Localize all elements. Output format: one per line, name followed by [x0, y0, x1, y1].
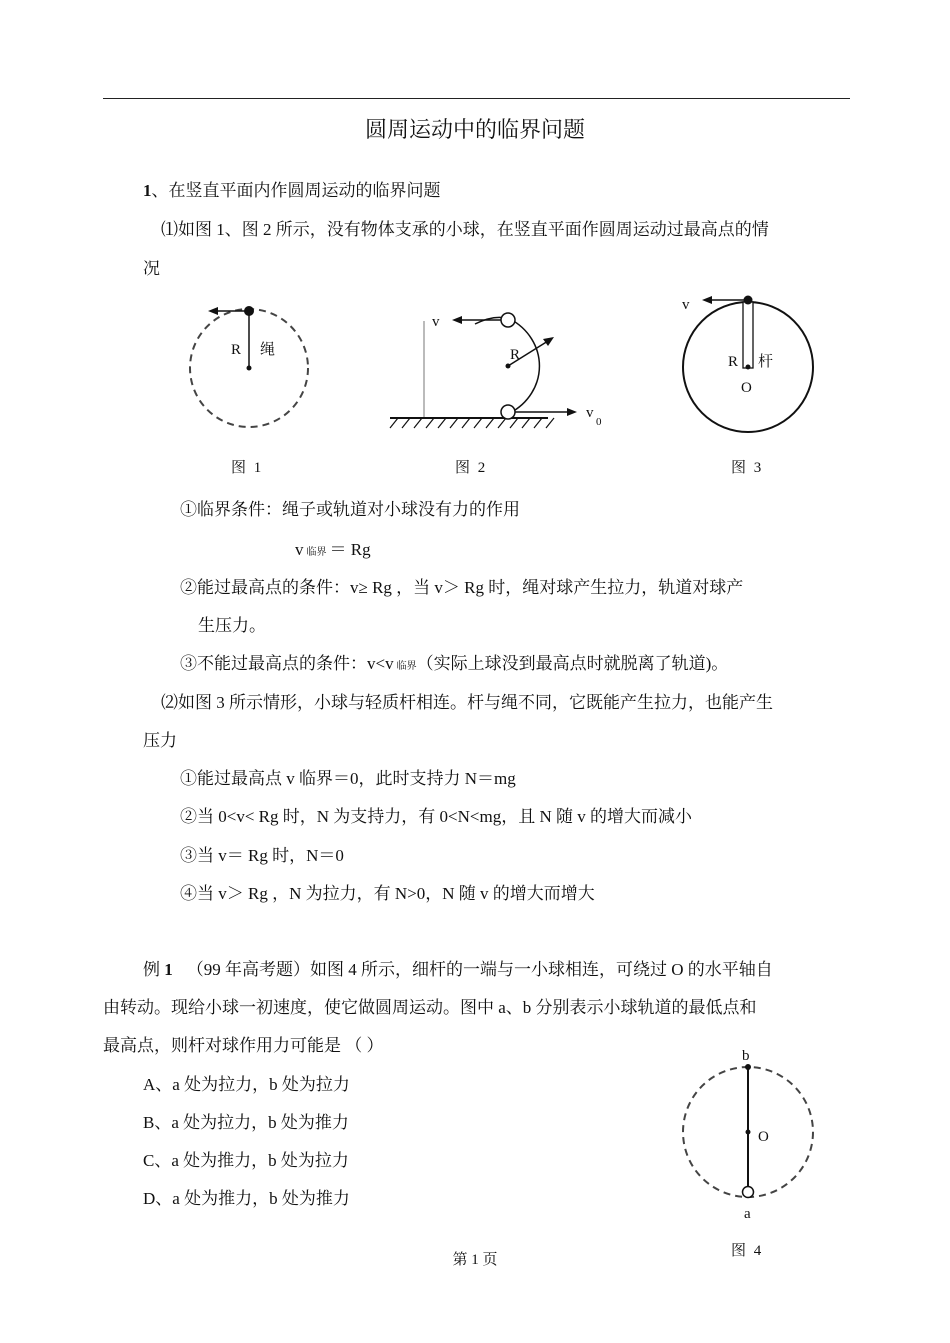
example-number: 1 — [164, 960, 173, 979]
formula-critical — [295, 535, 371, 560]
fig3-label-o: O — [741, 380, 752, 396]
header-rule — [103, 98, 850, 99]
section-heading — [143, 176, 441, 201]
fig4-label-o: O — [758, 1129, 769, 1145]
fig4-label-a: a — [744, 1206, 751, 1222]
figure-1-caption: 图 1 — [231, 460, 264, 476]
option-b: B、a 处为拉力，b 处为推力 — [143, 1113, 349, 1132]
figure-1-diagram — [180, 295, 320, 445]
p2-item-2: ②当 0<v< Rg 时，N 为支持力，有 0<N<mg，且 N 随 v 的增大而减小 — [180, 807, 692, 826]
figure-2-caption: 图 2 — [455, 460, 488, 476]
item-3-a: ③不能过最高点的条件：v<v — [180, 654, 394, 673]
fig2-label-v: v — [432, 314, 440, 330]
formula-sub: 临界 — [306, 547, 327, 558]
fig2-label-v0: v — [586, 405, 594, 421]
item-1: ①临界条件：绳子或轨道对小球没有力的作用 — [180, 500, 520, 519]
p2-item-3: ③当 v＝ Rg 时，N＝0 — [180, 846, 344, 865]
figure-2-diagram — [380, 300, 610, 440]
fig4-label-b: b — [742, 1048, 750, 1064]
example-line-3: 最高点，则杆对球作用力可能是 （ ） — [103, 1036, 384, 1055]
p2-item-1: ①能过最高点 v 临界＝0，此时支持力 N＝mg — [180, 769, 516, 788]
example-line-1 — [143, 955, 773, 980]
figure-4-diagram — [670, 1040, 830, 1230]
p2-item-4: ④当 v＞ Rg ，N 为拉力，有 N>0，N 随 v 的增大而增大 — [180, 884, 595, 903]
paragraph-1-line-2: 况 — [143, 259, 160, 278]
page-footer: 第 1 页 — [452, 1252, 498, 1268]
section-number: 1 — [143, 181, 152, 200]
item-2-line-1: ②能过最高点的条件：v≥ Rg ，当 v＞ Rg 时，绳对球产生拉力，轨道对球产 — [180, 578, 744, 597]
option-c: C、a 处为推力，b 处为拉力 — [143, 1151, 349, 1170]
fig2-label-v0-sub: 0 — [596, 416, 602, 428]
item-3-sub: 临界 — [396, 661, 417, 672]
fig1-label-r: R — [231, 342, 242, 358]
example-label: 例 — [143, 960, 160, 979]
paragraph-2-line-2: 压力 — [143, 731, 177, 750]
item-2-line-2: 生压力。 — [198, 616, 266, 635]
option-a: A、a 处为拉力，b 处为拉力 — [143, 1075, 350, 1094]
fig3-label-rod: 杆 — [758, 354, 774, 370]
formula-v: v — [295, 540, 304, 559]
fig3-label-r: R — [728, 354, 739, 370]
item-3 — [180, 649, 728, 674]
paragraph-2-line-1: ⑵如图 3 所示情形，小球与轻质杆相连。杆与绳不同，它既能产生拉力，也能产生 — [161, 693, 773, 712]
formula-rest: ＝ Rg — [329, 540, 371, 559]
page-title: 圆周运动中的临界问题 — [364, 118, 585, 143]
fig2-label-r: R — [510, 347, 521, 363]
fig3-label-v: v — [682, 297, 690, 313]
example-line-2: 由转动。现给小球一初速度，使它做圆周运动。图中 a、b 分别表示小球轨道的最低点和 — [103, 998, 757, 1017]
figure-3-diagram — [670, 288, 830, 443]
example-text-1: （99 年高考题）如图 4 所示，细杆的一端与一小球相连，可绕过 O 的水平轴自 — [186, 960, 773, 979]
paragraph-1-line-1: ⑴如图 1、图 2 所示，没有物体支承的小球，在竖直平面作圆周运动过最高点的情 — [161, 220, 769, 239]
item-3-b: （实际上球没到最高点时就脱离了轨道)。 — [416, 654, 729, 673]
fig1-label-rope: 绳 — [260, 342, 276, 358]
section-heading-text: 、在竖直平面内作圆周运动的临界问题 — [151, 181, 441, 200]
figure-4-caption: 图 4 — [731, 1243, 764, 1259]
figure-3-caption: 图 3 — [731, 460, 764, 476]
option-d: D、a 处为推力，b 处为推力 — [143, 1189, 350, 1208]
